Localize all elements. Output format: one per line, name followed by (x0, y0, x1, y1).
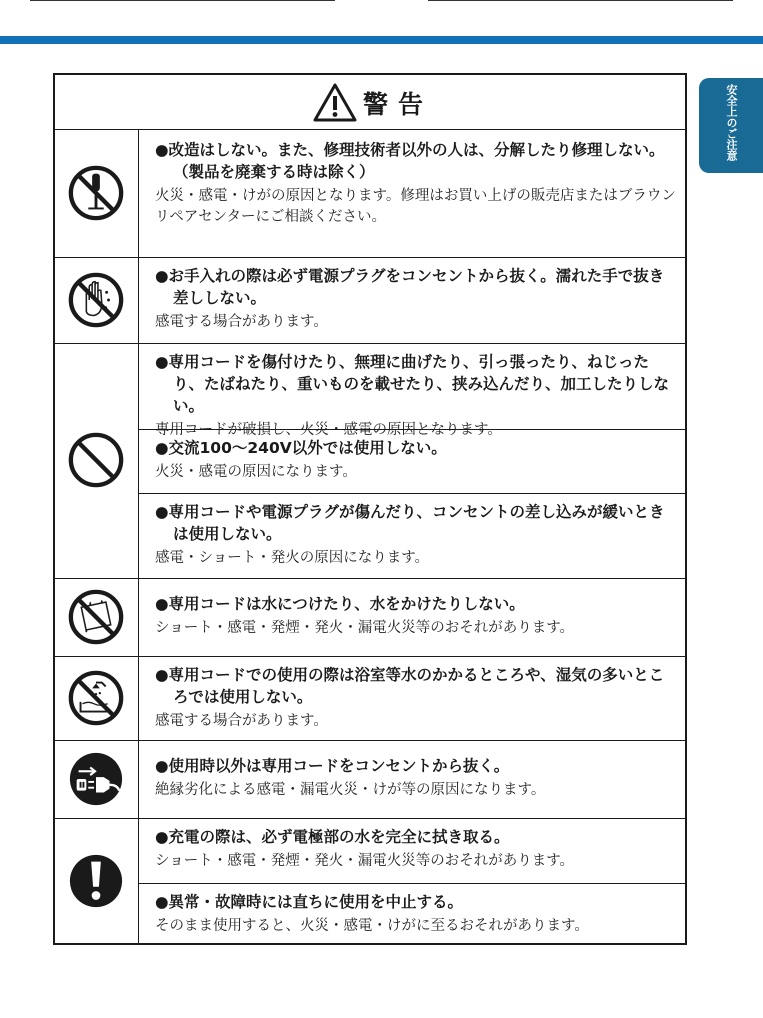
warning-header (55, 75, 685, 130)
sub-divider (139, 493, 685, 494)
keep-away-from-water-icon (67, 588, 125, 646)
warning-item-description: 火災・感電の原因になります。 (155, 464, 357, 480)
warning-item-heading: ●お手入れの際は必ず電源プラグをコンセントから抜く。濡れた手で抜き差ししない。 (155, 267, 665, 307)
warning-item-heading: ●専用コードを傷付けたり、無理に曲げたり、引っ張ったり、ねじったり、たばねたり、重いものを載せたり、挟み込んだり、加工したりしない。 (155, 353, 670, 415)
icon-cell (55, 656, 139, 740)
warning-item (155, 826, 679, 872)
no-bathroom-use-icon (67, 669, 125, 727)
warning-item-heading: ●専用コードでの使用の際は浴室等水のかかるところや、湿気の多いところでは使用しない。 (155, 666, 665, 706)
warning-item-heading: ●使用時以外は専用コードをコンセントから抜く。 (155, 757, 510, 775)
warning-triangle-icon (313, 83, 357, 123)
warning-row (55, 656, 685, 740)
warning-item-heading: ●充電の際は、必ず電極部の水を完全に拭き取る。 (155, 828, 510, 846)
sub-divider (139, 883, 685, 884)
warning-item-heading: ●交流100〜240V以外では使用しない。 (155, 439, 447, 457)
icon-cell (55, 578, 139, 656)
icon-cell (55, 818, 139, 945)
warning-row (55, 343, 685, 578)
section-tab (699, 78, 763, 173)
mandatory-action-icon (67, 852, 125, 910)
top-rule-right (428, 0, 733, 1)
warning-item (155, 664, 679, 732)
warning-item-heading: ●専用コードや電源プラグが傷んだり、コンセントの差し込みが緩いときは使用しない。 (155, 503, 665, 543)
warning-item-description: 感電・ショート・発火の原因になります。 (155, 550, 430, 566)
warning-item-description: ショート・感電・発煙・発火・漏電火災等のおそれがあります。 (155, 853, 575, 869)
warning-item (155, 437, 679, 483)
warning-item (155, 593, 679, 639)
warning-item-heading: ●専用コードは水につけたり、水をかけたりしない。 (155, 595, 525, 613)
warning-row (55, 578, 685, 656)
icon-cell (55, 257, 139, 343)
warning-item (155, 501, 679, 569)
warning-item-description: 専用コードが破損し、火災・感電の原因となります。 (155, 422, 502, 438)
sub-divider (139, 429, 685, 430)
warning-item-description: 感電する場合があります。 (155, 713, 328, 729)
icon-cell (55, 129, 139, 257)
warning-item-heading: ●改造はしない。また、修理技術者以外の人は、分解したり修理しない。（製品を廃棄する時は除く） (155, 141, 665, 181)
warning-item-description: 絶縁劣化による感電・漏電火災・けが等の原因になります。 (155, 782, 546, 798)
warning-box (53, 73, 687, 945)
warning-row (55, 740, 685, 818)
warning-item (155, 351, 679, 441)
icon-cell (55, 343, 139, 578)
warning-item-heading: ●異常・故障時には直ちに使用を中止する。 (155, 893, 464, 911)
no-disassembly-icon (67, 164, 125, 222)
warning-row (55, 818, 685, 945)
section-tab-label: 安全上のご注意 (725, 84, 738, 161)
prohibition-icon (67, 431, 125, 489)
warning-item (155, 139, 679, 228)
warning-item (155, 265, 679, 333)
warning-row (55, 257, 685, 343)
warning-item-description: そのまま使用すると、火災・感電・けがに至るおそれがあります。 (155, 918, 589, 934)
icon-cell (55, 740, 139, 818)
header-band (0, 36, 763, 44)
warning-item (155, 891, 679, 937)
no-wet-hands-icon (67, 271, 125, 329)
warning-item (155, 755, 679, 801)
warning-row (55, 129, 685, 257)
top-rule-left (30, 0, 335, 1)
warning-item-description: 火災・感電・けがの原因となります。修理はお買い上げの販売店またはブラウンリペアセンターにご相談ください。 (155, 188, 676, 225)
warning-item-description: 感電する場合があります。 (155, 314, 328, 330)
warning-title: 警告 (363, 90, 434, 119)
warning-item-description: ショート・感電・発煙・発火・漏電火災等のおそれがあります。 (155, 620, 575, 636)
unplug-icon (67, 750, 125, 808)
